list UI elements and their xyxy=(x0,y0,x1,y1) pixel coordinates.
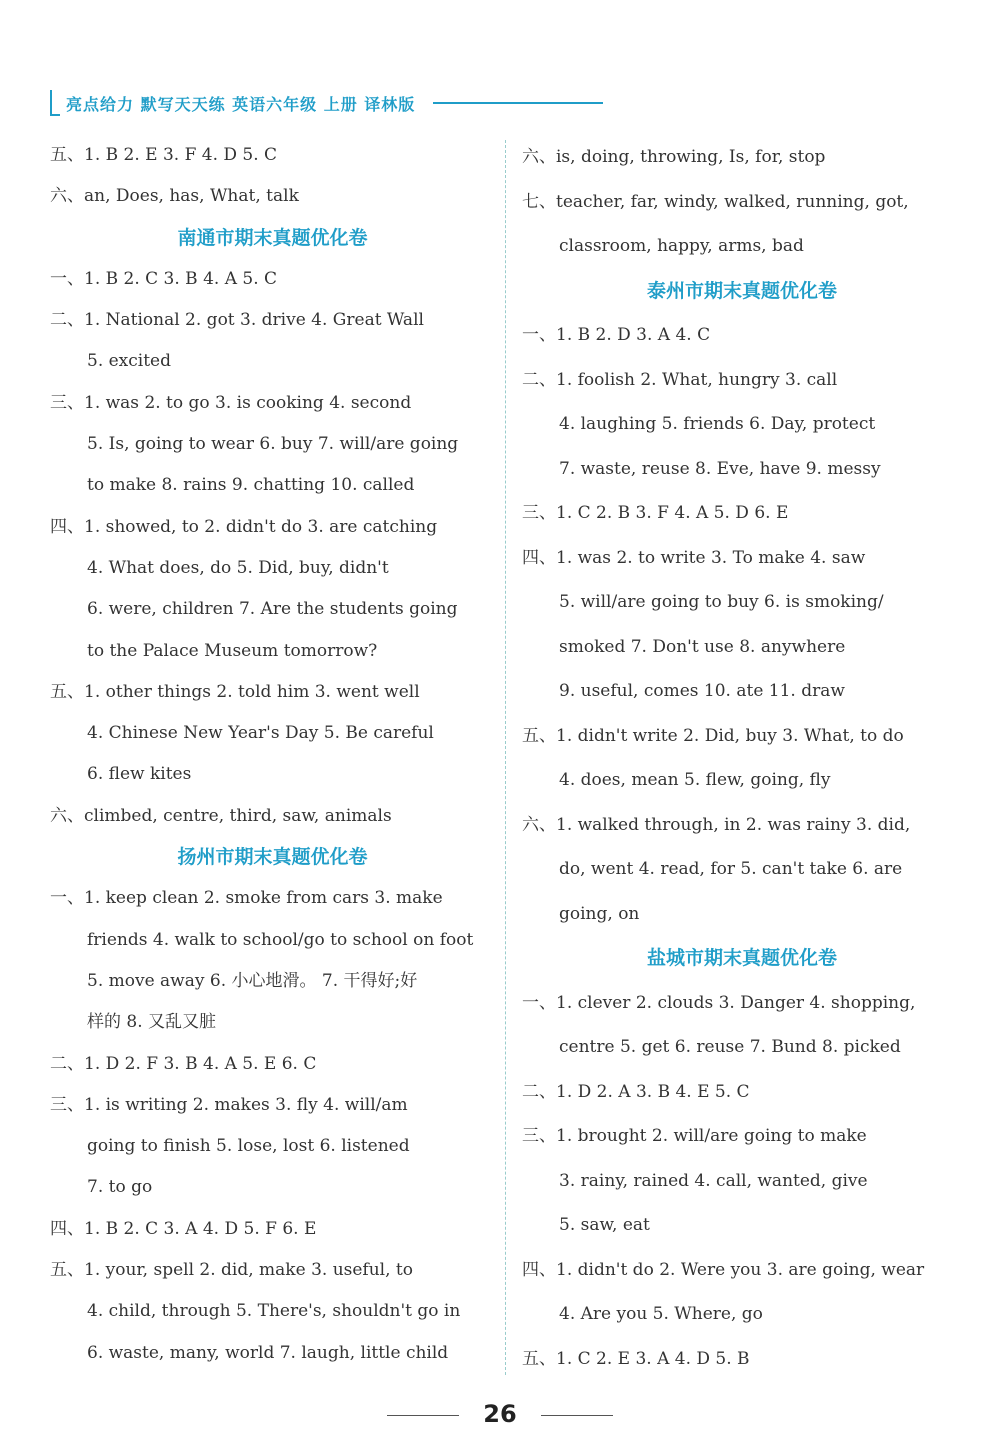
answer-line: 3. rainy, rained 4. call, wanted, give xyxy=(559,1170,868,1191)
header-title: 亮点给力 默写天天练 英语六年级 上册 译林版 xyxy=(66,94,416,114)
answer-line: 一、1. B 2. D 3. A 4. C xyxy=(522,325,711,345)
answer-line: 一、1. clever 2. clouds 3. Danger 4. shopping, xyxy=(522,992,916,1013)
answer-line: 五、1. your, spell 2. did, make 3. useful, to xyxy=(50,1260,413,1281)
answer-line: 二、1. D 2. F 3. B 4. A 5. E 6. C xyxy=(50,1053,317,1074)
answer-line: 一、1. B 2. C 3. B 4. A 5. C xyxy=(50,268,278,289)
column-divider xyxy=(505,140,506,1375)
answer-line: 5. Is, going to wear 6. buy 7. will/are going xyxy=(87,434,459,455)
page-number: 26 xyxy=(483,1400,517,1428)
answer-line: 6. were, children 7. Are the students going xyxy=(87,599,458,620)
header-bracket xyxy=(50,90,60,116)
answer-line: 4. What does, do 5. Did, buy, didn't xyxy=(87,557,389,578)
answer-line: 二、1. National 2. got 3. drive 4. Great Wall xyxy=(50,310,424,331)
answer-line: 五、1. didn't write 2. Did, buy 3. What, to do xyxy=(522,725,904,746)
section-title: 盐城市期末真题优化卷 xyxy=(646,947,837,969)
answer-line: 4. Are you 5. Where, go xyxy=(559,1304,763,1324)
answer-line: friends 4. walk to school/go to school on foot xyxy=(87,929,474,950)
answer-line: 5. move away 6. 小心地滑。 7. 干得好;好 xyxy=(87,970,418,991)
answer-line: 三、1. was 2. to go 3. is cooking 4. second xyxy=(50,392,412,413)
answer-line: 五、1. other things 2. told him 3. went well xyxy=(50,681,420,702)
answer-line: centre 5. get 6. reuse 7. Bund 8. picked xyxy=(559,1037,901,1057)
answer-line: 六、is, doing, throwing, Is, for, stop xyxy=(522,147,826,167)
answer-line: 6. flew kites xyxy=(87,764,192,785)
left-column xyxy=(50,135,495,1374)
answer-line: to the Palace Museum tomorrow? xyxy=(87,640,378,661)
answer-line: do, went 4. read, for 5. can't take 6. are xyxy=(559,859,903,879)
answer-line: 9. useful, comes 10. ate 11. draw xyxy=(559,681,845,701)
answer-line: to make 8. rains 9. chatting 10. called xyxy=(87,475,415,496)
answer-line: 四、1. was 2. to write 3. To make 4. saw xyxy=(522,547,866,568)
answer-line: 四、1. didn't do 2. Were you 3. are going, wear xyxy=(522,1259,925,1280)
answer-line: 三、1. is writing 2. makes 3. fly 4. will/am xyxy=(50,1094,408,1115)
page-rule-left xyxy=(387,1415,459,1416)
page-number-area xyxy=(0,1400,1000,1428)
answer-line: smoked 7. Don't use 8. anywhere xyxy=(559,636,846,657)
section-title: 泰州市期末真题优化卷 xyxy=(646,279,837,302)
answer-line: classroom, happy, arms, bad xyxy=(559,236,804,256)
answer-line: 二、1. D 2. A 3. B 4. E 5. C xyxy=(522,1081,750,1102)
answer-line: 4. does, mean 5. flew, going, fly xyxy=(559,770,831,790)
answer-line: 5. will/are going to buy 6. is smoking/ xyxy=(559,592,884,612)
answer-line: 一、1. keep clean 2. smoke from cars 3. make xyxy=(50,888,443,909)
page-rule-right xyxy=(541,1415,613,1416)
answer-line: 7. waste, reuse 8. Eve, have 9. messy xyxy=(559,458,881,479)
answer-line: going, on xyxy=(559,903,640,924)
section-title: 扬州市期末真题优化卷 xyxy=(177,846,368,869)
answer-line: 五、1. C 2. E 3. A 4. D 5. B xyxy=(522,1348,750,1369)
answer-line: 4. laughing 5. friends 6. Day, protect xyxy=(559,414,876,434)
answer-line: 六、climbed, centre, third, saw, animals xyxy=(50,805,392,826)
answer-line: 5. saw, eat xyxy=(559,1215,650,1235)
answer-line: 五、1. B 2. E 3. F 4. D 5. C xyxy=(50,145,278,165)
answer-line: 二、1. foolish 2. What, hungry 3. call xyxy=(522,369,838,390)
answer-line: 4. Chinese New Year's Day 5. Be careful xyxy=(87,723,434,744)
section-title: 南通市期末真题优化卷 xyxy=(177,226,368,249)
answer-line: 4. child, through 5. There's, shouldn't go in xyxy=(87,1301,461,1322)
page-header xyxy=(50,88,603,118)
answer-line: 样的 8. 又乱又脏 xyxy=(87,1012,217,1033)
answer-line: 六、1. walked through, in 2. was rainy 3. did, xyxy=(522,814,911,835)
answer-line: 四、1. showed, to 2. didn't do 3. are catching xyxy=(50,516,438,537)
answer-line: 三、1. brought 2. will/are going to make xyxy=(522,1126,867,1146)
answer-line: 6. waste, many, world 7. laugh, little child xyxy=(87,1342,449,1363)
header-rule xyxy=(433,102,603,104)
right-column xyxy=(522,135,962,1381)
answer-line: 三、1. C 2. B 3. F 4. A 5. D 6. E xyxy=(522,503,789,523)
answer-line: 7. to go xyxy=(87,1177,153,1198)
answer-line: going to finish 5. lose, lost 6. listened xyxy=(87,1136,410,1157)
answer-line: 四、1. B 2. C 3. A 4. D 5. F 6. E xyxy=(50,1218,317,1239)
answer-line: 六、an, Does, has, What, talk xyxy=(50,186,299,207)
answer-line: 七、teacher, far, windy, walked, running, got, xyxy=(522,191,909,212)
answer-line: 5. excited xyxy=(87,351,172,372)
